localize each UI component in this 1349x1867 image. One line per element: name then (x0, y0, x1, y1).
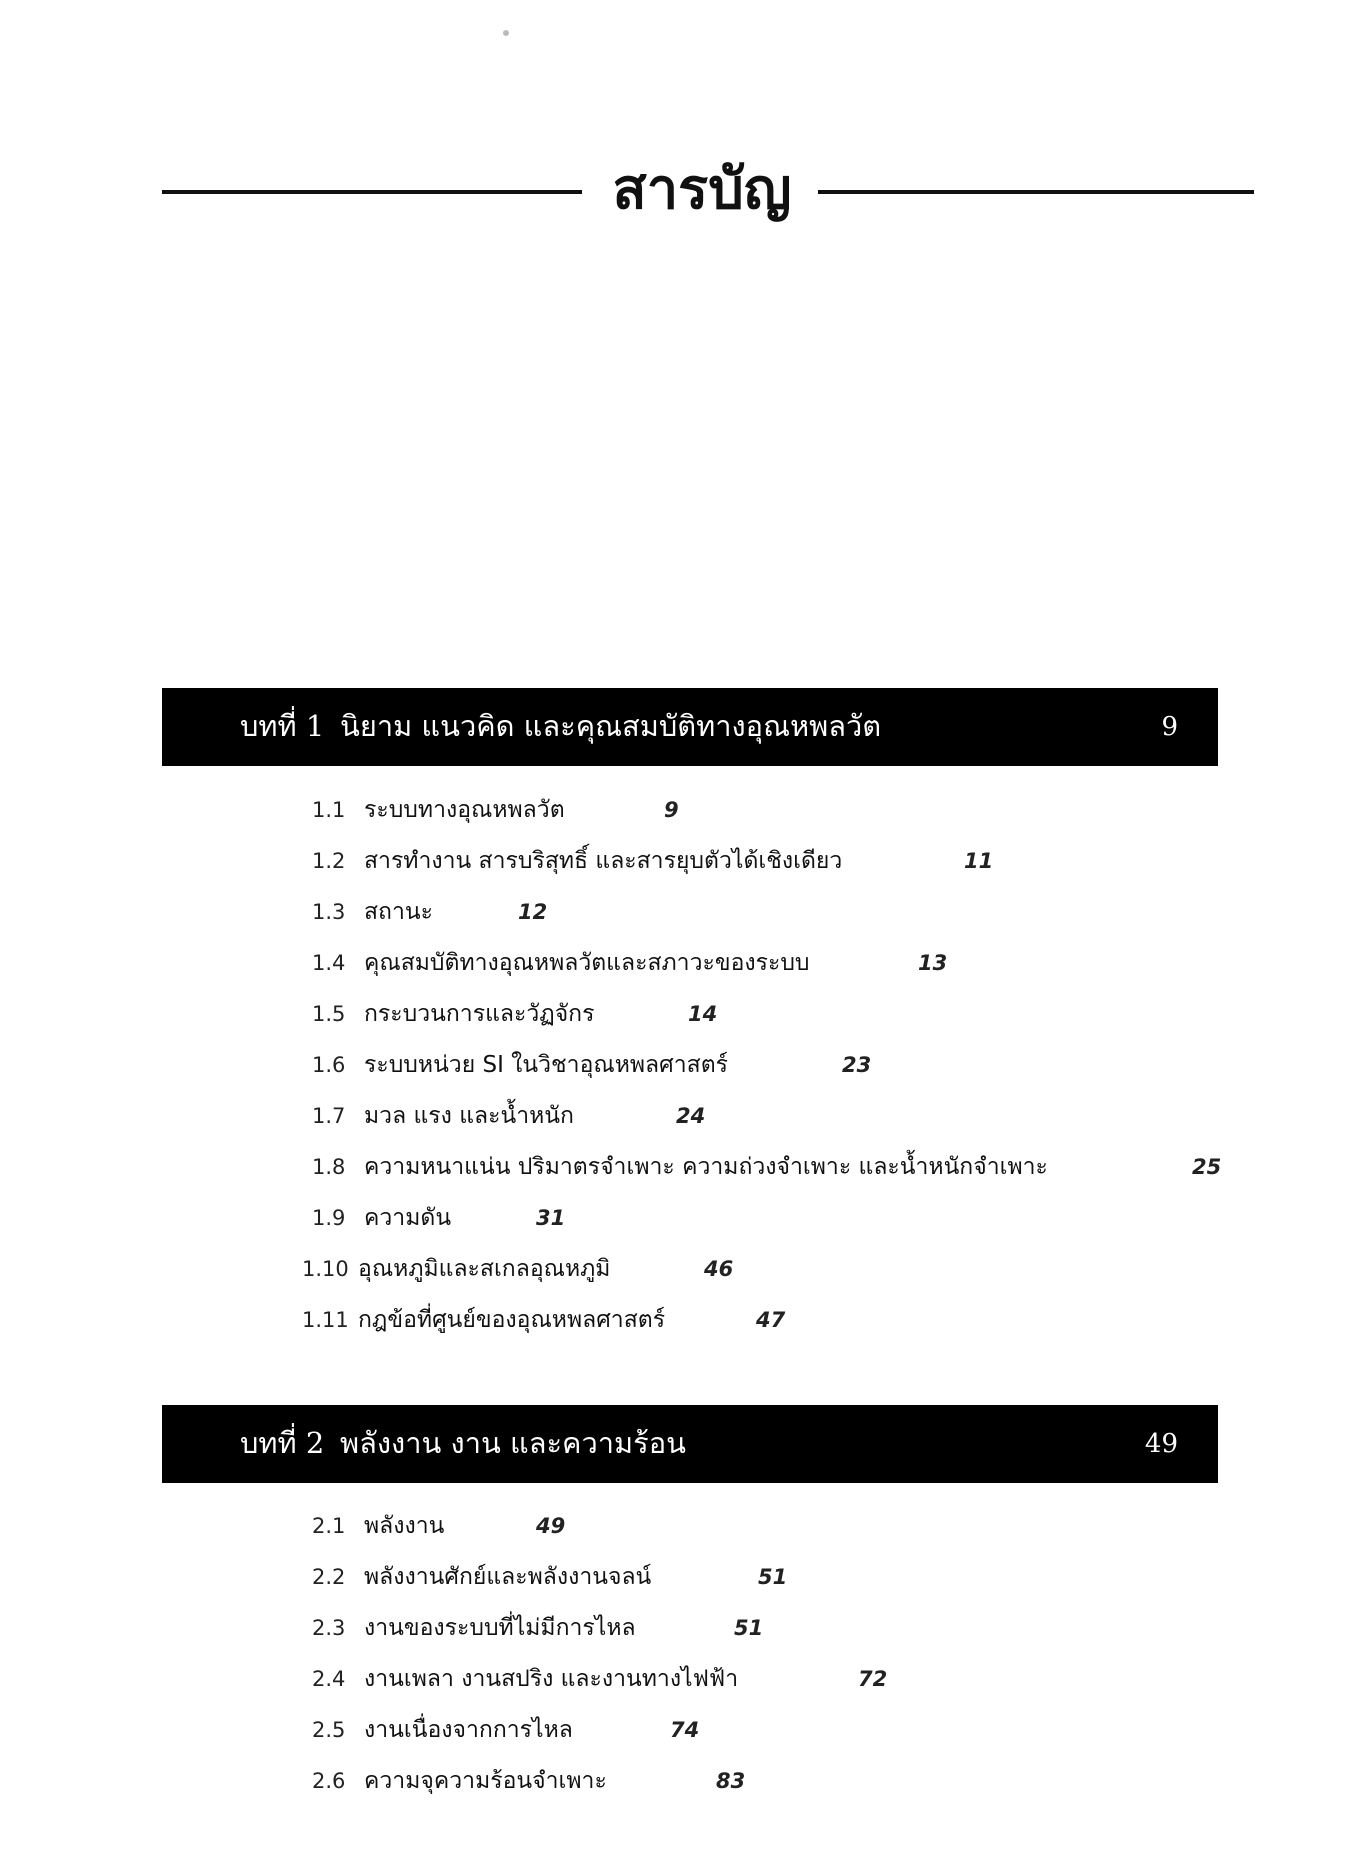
section-title: ความดัน (364, 1205, 452, 1231)
toc-entry-1-1[interactable] (0, 790, 1349, 830)
section-page: 14 (688, 1002, 718, 1026)
section-number: 1.7 (312, 1104, 346, 1128)
scan-speck (503, 30, 509, 36)
heading-rule-left (162, 190, 582, 194)
section-number: 2.2 (312, 1565, 346, 1589)
chapter-page: 49 (1144, 1429, 1178, 1459)
section-page: 11 (964, 849, 994, 873)
page-title: สารบัญ (612, 157, 792, 222)
section-title: ระบบทางอุณหพลวัต (364, 797, 565, 823)
toc-entry-1-2[interactable] (0, 841, 1349, 881)
toc-entry-2-6[interactable] (0, 1761, 1349, 1801)
section-page: 23 (842, 1053, 872, 1077)
chapter-label: บทที่ 2 (240, 1426, 325, 1460)
section-title: พลังงาน (364, 1513, 445, 1539)
section-page: 51 (734, 1616, 764, 1640)
section-title: ระบบหน่วย SI ในวิชาอุณหพลศาสตร์ (364, 1052, 728, 1078)
toc-entry-1-7[interactable] (0, 1096, 1349, 1136)
section-page: 31 (536, 1206, 566, 1230)
toc-entry-2-5[interactable] (0, 1710, 1349, 1750)
section-page: 51 (758, 1565, 788, 1589)
section-page: 83 (716, 1769, 746, 1793)
section-page: 12 (518, 900, 548, 924)
toc-entry-1-11[interactable] (0, 1300, 1349, 1340)
section-title: พลังงานศักย์และพลังงานจลน์ (364, 1564, 652, 1590)
toc-entry-1-10[interactable] (0, 1249, 1349, 1289)
toc-entry-1-8[interactable] (0, 1147, 1349, 1187)
section-number: 1.10 (302, 1257, 349, 1281)
section-title: สถานะ (364, 899, 433, 925)
chapter-title: พลังงาน งาน และความร้อน (340, 1426, 686, 1460)
section-page: 46 (704, 1257, 734, 1281)
section-page: 24 (676, 1104, 706, 1128)
section-page: 9 (664, 798, 679, 822)
section-page: 72 (858, 1667, 888, 1691)
heading-rule-right (818, 190, 1254, 194)
section-page: 47 (756, 1308, 786, 1332)
section-title: อุณหภูมิและสเกลอุณหภูมิ (358, 1256, 611, 1282)
section-title: งานของระบบที่ไม่มีการไหล (364, 1615, 636, 1641)
chapter-1-header[interactable] (162, 688, 1218, 766)
toc-entry-2-4[interactable] (0, 1659, 1349, 1699)
section-number: 1.11 (302, 1308, 349, 1332)
toc-entry-2-2[interactable] (0, 1557, 1349, 1597)
toc-entry-2-1[interactable] (0, 1506, 1349, 1546)
section-number: 2.3 (312, 1616, 346, 1640)
section-title: งานเพลา งานสปริง และงานทางไฟฟ้า (364, 1666, 739, 1692)
toc-entry-1-5[interactable] (0, 994, 1349, 1034)
section-page: 25 (1192, 1155, 1222, 1179)
toc-entry-2-3[interactable] (0, 1608, 1349, 1648)
chapter-label: บทที่ 1 (240, 709, 325, 743)
toc-entry-1-6[interactable] (0, 1045, 1349, 1085)
section-number: 2.6 (312, 1769, 346, 1793)
section-title: กฎข้อที่ศูนย์ของอุณหพลศาสตร์ (358, 1307, 666, 1333)
toc-entry-1-3[interactable] (0, 892, 1349, 932)
toc-entry-1-9[interactable] (0, 1198, 1349, 1238)
section-number: 1.6 (312, 1053, 346, 1077)
section-title: ความจุความร้อนจำเพาะ (364, 1768, 607, 1794)
section-number: 1.4 (312, 951, 346, 975)
section-number: 2.1 (312, 1514, 346, 1538)
section-number: 1.8 (312, 1155, 346, 1179)
section-number: 2.4 (312, 1667, 346, 1691)
chapter-page: 9 (1161, 712, 1178, 742)
section-title: สารทำงาน สารบริสุทธิ์ และสารยุบตัวได้เชิงเดียว (364, 848, 843, 874)
section-number: 1.1 (312, 798, 346, 822)
section-page: 49 (536, 1514, 566, 1538)
toc-heading (162, 150, 1254, 230)
section-title: กระบวนการและวัฏจักร (364, 1001, 595, 1027)
chapter-title: นิยาม แนวคิด และคุณสมบัติทางอุณหพลวัต (340, 709, 882, 743)
section-title: มวล แรง และน้ำหนัก (364, 1103, 574, 1129)
toc-entry-1-4[interactable] (0, 943, 1349, 983)
section-number: 1.9 (312, 1206, 346, 1230)
section-page: 13 (918, 951, 948, 975)
section-title: ความหนาแน่น ปริมาตรจำเพาะ ความถ่วงจำเพาะ และน้ำหนักจำเพาะ (364, 1154, 1048, 1180)
section-number: 1.5 (312, 1002, 346, 1026)
section-title: คุณสมบัติทางอุณหพลวัตและสภาวะของระบบ (364, 950, 810, 976)
chapter-2-header[interactable] (162, 1405, 1218, 1483)
section-page: 74 (670, 1718, 700, 1742)
section-title: งานเนื่องจากการไหล (364, 1717, 573, 1743)
section-number: 1.3 (312, 900, 346, 924)
section-number: 1.2 (312, 849, 346, 873)
section-number: 2.5 (312, 1718, 346, 1742)
